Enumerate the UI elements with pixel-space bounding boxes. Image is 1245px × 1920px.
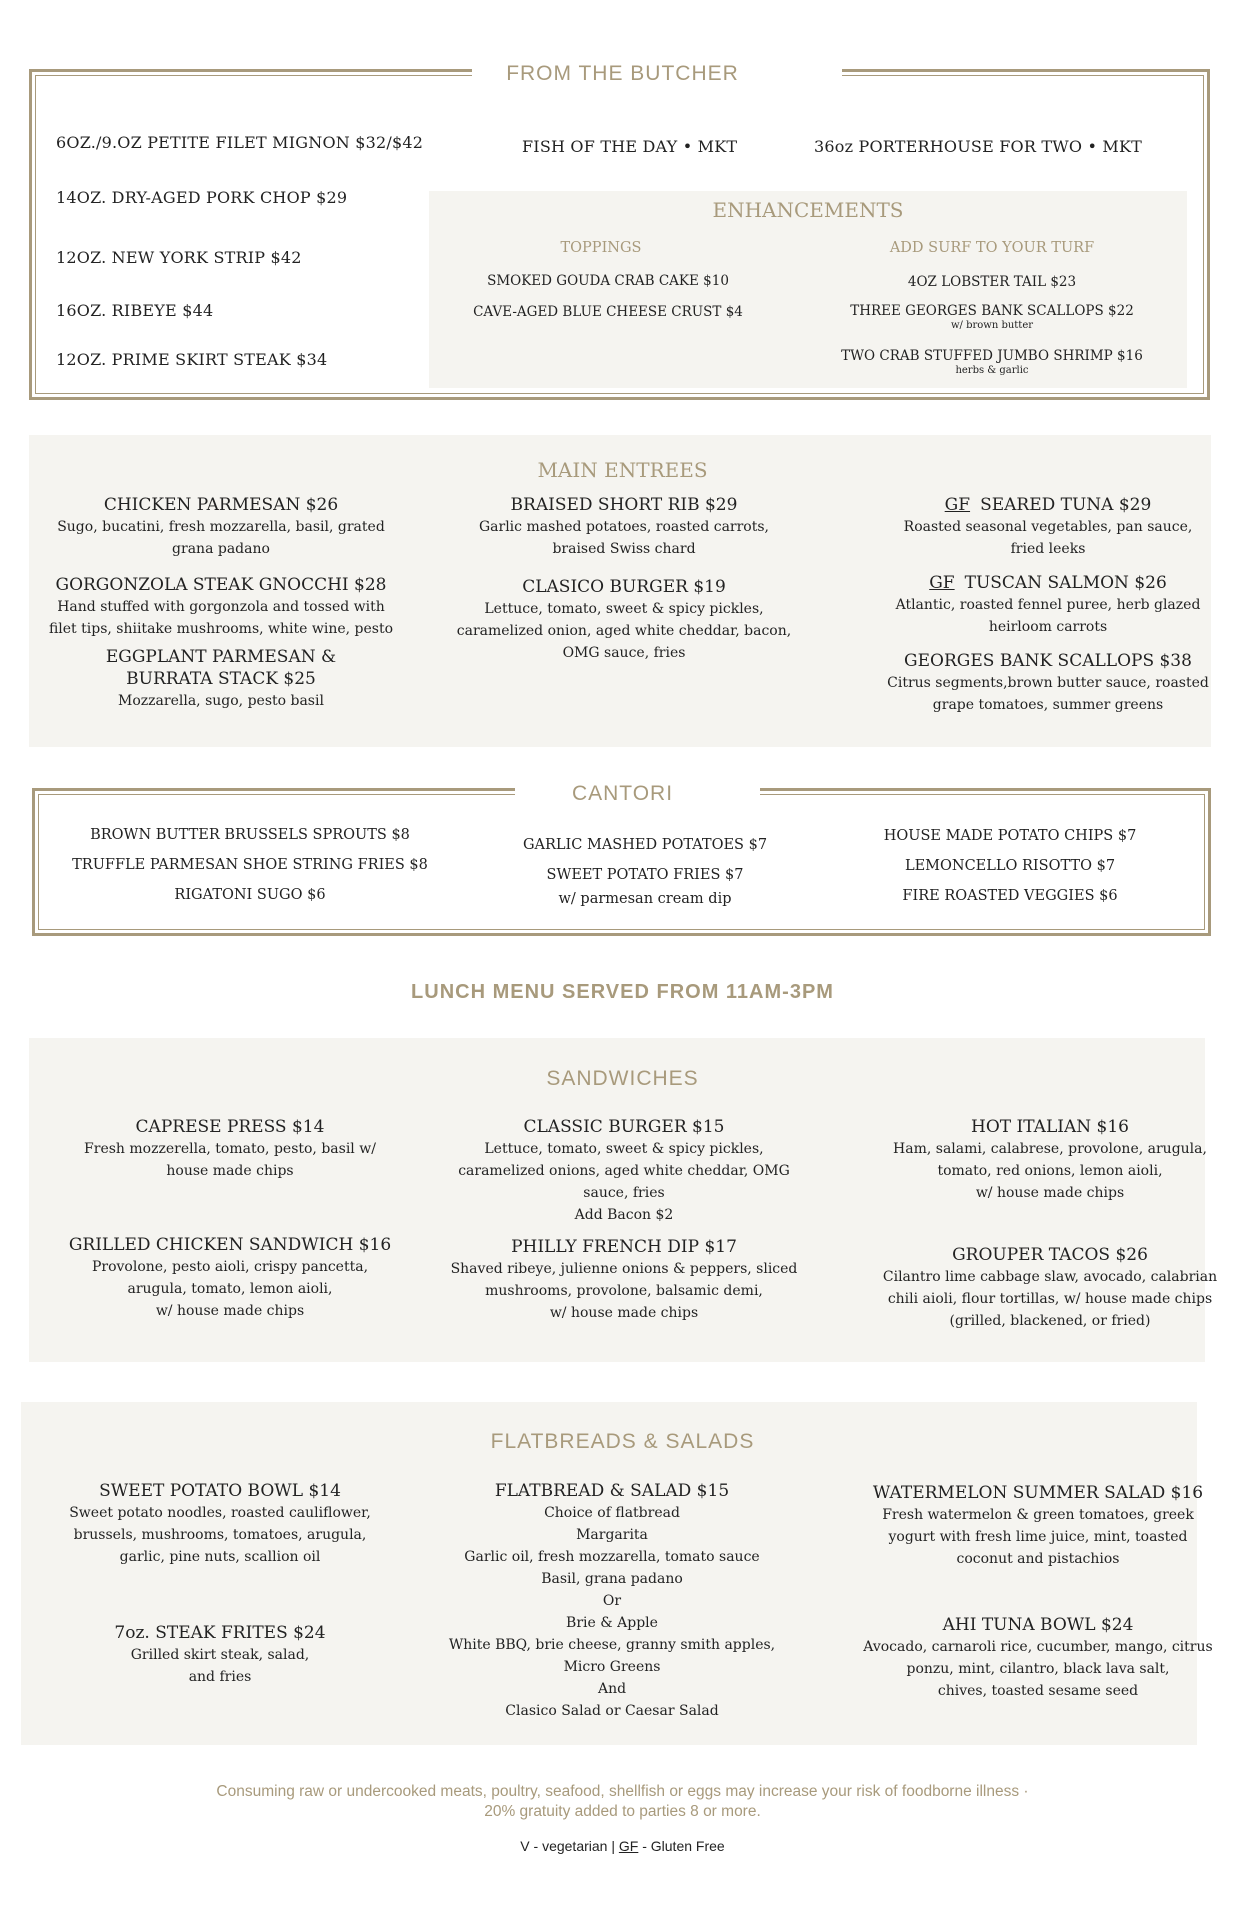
enhancement-item	[850, 303, 1134, 331]
item-description: yogurt with fresh lime juice, mint, toasted	[888, 1529, 1188, 1545]
menu-item	[838, 494, 1245, 560]
item-description: w/ house made chips	[549, 1305, 699, 1321]
item-name	[414, 494, 834, 516]
enhancement-item	[841, 348, 1143, 376]
side-item: HOUSE MADE POTATO CHIPS $7	[883, 828, 1137, 844]
menu-item	[823, 1482, 1245, 1570]
item-description: coconut and pistachios	[956, 1551, 1120, 1567]
item-description: Lettuce, tomato, sweet & spicy pickles,	[484, 601, 764, 617]
entrees-title: MAIN ENTREES	[537, 458, 708, 482]
item-description: Sugo, bucatini, fresh mozzarella, basil, grated	[57, 519, 385, 535]
item-title: TUSCAN SALMON $26	[964, 573, 1167, 593]
menu-item	[409, 1116, 839, 1226]
item-name	[5, 1622, 435, 1644]
item-description: Ham, salami, calabrese, provolone, arugula,	[893, 1141, 1207, 1157]
item-description: and fries	[188, 1669, 252, 1685]
item-name	[5, 1480, 435, 1502]
menu-item	[5, 1480, 435, 1568]
side-item: GARLIC MASHED POTATOES $7	[522, 837, 768, 853]
enhancement-name: TWO CRAB STUFFED JUMBO SHRIMP $16	[841, 348, 1143, 364]
item-name	[823, 1614, 1245, 1636]
flatbreads-title: FLATBREADS & SALADS	[490, 1430, 755, 1453]
item-title: GRILLED CHICKEN SANDWICH $16	[68, 1235, 392, 1255]
item-description: Atlantic, roasted fennel puree, herb glazed	[895, 597, 1201, 613]
item-title: CLASSIC BURGER $15	[523, 1117, 725, 1137]
item-description: Garlic oil, fresh mozzarella, tomato sauce	[464, 1549, 760, 1565]
item-description: sauce, fries	[583, 1185, 665, 1201]
enhancements-title: ENHANCEMENTS	[712, 198, 904, 222]
gluten-free-badge: GF	[929, 573, 955, 593]
item-description: Sweet potato noodles, roasted cauliflower,	[69, 1505, 371, 1521]
item-description: Garlic mashed potatoes, roasted carrots,	[478, 519, 769, 535]
item-description: grana padano	[172, 541, 270, 557]
enhancement-name: 4OZ LOBSTER TAIL $23	[907, 274, 1077, 290]
raw-food-warning: Consuming raw or undercooked meats, poultry, seafood, shellfish or eggs may increase your risk of foodborne illness ·	[216, 1783, 1029, 1800]
menu-column	[409, 1116, 839, 1338]
item-title: AHI TUNA BOWL $24	[942, 1615, 1134, 1635]
side-item: FIRE ROASTED VEGGIES $6	[902, 888, 1118, 904]
item-description: braised Swiss chard	[552, 541, 696, 557]
item-title: CAPRESE PRESS $14	[135, 1117, 325, 1137]
cantori-column	[72, 820, 428, 910]
side-note: w/ parmesan cream dip	[558, 891, 732, 907]
side-item: RIGATONI SUGO $6	[174, 887, 326, 903]
item-description: heirloom carrots	[988, 619, 1108, 635]
item-name	[11, 574, 431, 596]
menu-item: 6OZ./9.OZ PETITE FILET MIGNON $32/$42	[56, 133, 424, 152]
enhancement-item: CAVE-AGED BLUE CHEESE CRUST $4	[473, 304, 743, 320]
item-description: Basil, grana padano	[541, 1571, 683, 1587]
lunch-title: LUNCH MENU SERVED FROM 11AM-3PM	[411, 981, 834, 1003]
menu-item	[835, 1244, 1245, 1332]
item-description: White BBQ, brie cheese, granny smith apples,	[448, 1637, 776, 1653]
item-description: Grilled skirt steak, salad,	[130, 1647, 310, 1663]
gratuity-note: 20% gratuity added to parties 8 or more.	[484, 1803, 761, 1820]
surf-title: ADD SURF TO YOUR TURF	[889, 240, 1095, 256]
item-description: Brie & Apple	[566, 1615, 658, 1631]
menu-item	[15, 1234, 445, 1322]
item-description: Avocado, carnaroli rice, cucumber, mango, citrus	[863, 1639, 1213, 1655]
item-description: Add Bacon $2	[574, 1207, 674, 1223]
enhancement-item	[908, 274, 1076, 290]
item-description: brussels, mushrooms, tomatoes, arugula,	[73, 1527, 367, 1543]
item-name	[11, 646, 431, 668]
menu-item	[838, 572, 1245, 638]
butcher-title: FROM THE BUTCHER	[506, 62, 739, 85]
item-name	[15, 1234, 445, 1256]
vegetarian-legend: V - vegetarian |	[520, 1838, 619, 1854]
item-title: GROUPER TACOS $26	[952, 1245, 1148, 1265]
item-name	[414, 576, 834, 598]
item-title: FLATBREAD & SALAD $15	[494, 1481, 730, 1501]
item-title: 7oz. STEAK FRITES $24	[114, 1623, 326, 1643]
item-description: Or	[602, 1593, 622, 1609]
menu-item: 36oz PORTERHOUSE FOR TWO • MKT	[814, 137, 1143, 156]
item-title: CLASICO BURGER $19	[522, 577, 726, 597]
item-name	[409, 1236, 839, 1258]
item-name	[409, 1116, 839, 1138]
item-description: fried leeks	[1010, 541, 1086, 557]
toppings-title: TOPPINGS	[560, 240, 642, 256]
item-title: WATERMELON SUMMER SALAD $16	[872, 1483, 1204, 1503]
item-description: Citrus segments,brown butter sauce, roasted	[887, 675, 1209, 691]
item-name	[838, 650, 1245, 672]
gluten-free-badge: GF	[944, 495, 971, 515]
menu-item	[823, 1614, 1245, 1702]
item-description: (grilled, blackened, or fried)	[949, 1313, 1151, 1329]
sandwiches-title: SANDWICHES	[546, 1067, 699, 1090]
item-description: Micro Greens	[563, 1659, 661, 1675]
item-name	[823, 1482, 1245, 1504]
menu-item	[11, 494, 431, 560]
item-description: Margarita	[576, 1527, 648, 1543]
item-description: w/ house made chips	[155, 1303, 305, 1319]
item-title: GEORGES BANK SCALLOPS $38	[904, 651, 1192, 671]
menu-item	[5, 1622, 435, 1688]
item-title: SEARED TUNA $29	[980, 495, 1152, 515]
item-description: Lettuce, tomato, sweet & spicy pickles,	[484, 1141, 764, 1157]
menu-item	[11, 574, 431, 640]
gf-legend-text: - Gluten Free	[638, 1838, 725, 1854]
item-name	[835, 1244, 1245, 1266]
gf-legend-mark: GF	[618, 1838, 639, 1854]
item-title: SWEET POTATO BOWL $14	[99, 1481, 341, 1501]
item-description: Provolone, pesto aioli, crispy pancetta,	[91, 1259, 369, 1275]
item-description: house made chips	[166, 1163, 294, 1179]
side-item: LEMONCELLO RISOTTO $7	[904, 858, 1116, 874]
enhancement-note: herbs & garlic	[955, 365, 1029, 376]
enhancement-item: SMOKED GOUDA CRAB CAKE $10	[487, 273, 729, 289]
item-description: And	[597, 1681, 627, 1697]
menu-item: 16OZ. RIBEYE $44	[56, 301, 214, 320]
item-name	[397, 1480, 827, 1502]
cantori-column	[523, 830, 767, 908]
menu-column	[414, 494, 834, 678]
item-title: GORGONZOLA STEAK GNOCCHI $28	[55, 575, 387, 595]
item-description: Clasico Salad or Caesar Salad	[505, 1703, 719, 1719]
item-title: PHILLY FRENCH DIP $17	[511, 1237, 737, 1257]
menu-item	[835, 1116, 1245, 1204]
side-item: BROWN BUTTER BRUSSELS SPROUTS $8	[90, 827, 410, 843]
menu-column	[835, 1116, 1245, 1346]
item-description: OMG sauce, fries	[562, 645, 686, 661]
item-description: chili aioli, flour tortillas, w/ house made chips	[887, 1291, 1213, 1307]
item-name	[838, 494, 1245, 516]
item-description: grape tomatoes, summer greens	[932, 697, 1164, 713]
item-description: caramelized onions, aged white cheddar, OMG	[458, 1163, 790, 1179]
item-name	[15, 1116, 445, 1138]
item-description: ponzu, mint, cilantro, black lava salt,	[906, 1661, 1170, 1677]
item-description: filet tips, shiitake mushrooms, white wine, pesto	[48, 621, 394, 637]
item-description: w/ house made chips	[975, 1185, 1125, 1201]
item-title: HOT ITALIAN $16	[971, 1117, 1129, 1137]
item-description: Roasted seasonal vegetables, pan sauce,	[903, 519, 1193, 535]
item-description: Cilantro lime cabbage slaw, avocado, calabrian	[882, 1269, 1218, 1285]
item-description: Fresh watermelon & green tomatoes, greek	[882, 1507, 1194, 1523]
menu-item	[838, 650, 1245, 716]
menu-item: 12OZ. PRIME SKIRT STEAK $34	[56, 350, 328, 369]
menu-item	[15, 1116, 445, 1182]
diet-legend	[0, 1838, 1245, 1854]
menu-column	[823, 1482, 1245, 1716]
menu-item: 14OZ. DRY-AGED PORK CHOP $29	[56, 188, 348, 207]
item-title: EGGPLANT PARMESAN &	[105, 647, 337, 667]
item-description: caramelized onion, aged white cheddar, bacon,	[456, 623, 792, 639]
item-description: Fresh mozzerella, tomato, pesto, basil w/	[84, 1141, 376, 1157]
menu-item	[397, 1480, 827, 1722]
menu-column	[838, 494, 1245, 730]
item-name	[11, 494, 431, 516]
item-description: Choice of flatbread	[544, 1505, 680, 1521]
item-description: chives, toasted sesame seed	[937, 1683, 1139, 1699]
menu-column	[5, 1480, 435, 1702]
cantori-title: CANTORI	[571, 782, 674, 805]
item-description: arugula, tomato, lemon aioli,	[127, 1281, 333, 1297]
item-description: Hand stuffed with gorgonzola and tossed with	[57, 599, 385, 615]
menu-column	[15, 1116, 445, 1336]
item-name	[835, 1116, 1245, 1138]
side-item: SWEET POTATO FRIES $7	[546, 867, 744, 883]
side-item: TRUFFLE PARMESAN SHOE STRING FRIES $8	[72, 857, 428, 873]
item-description: Shaved ribeye, julienne onions & peppers, sliced	[450, 1261, 798, 1277]
item-title: BRAISED SHORT RIB $29	[510, 495, 738, 515]
enhancement-note: w/ brown butter	[950, 320, 1034, 331]
item-description: tomato, red onions, lemon aioli,	[937, 1163, 1163, 1179]
menu-item	[409, 1236, 839, 1324]
menu-item	[11, 646, 431, 712]
menu-item	[414, 576, 834, 664]
menu-column	[397, 1480, 827, 1722]
item-description: mushrooms, provolone, balsamic demi,	[485, 1283, 763, 1299]
menu-item: 12OZ. NEW YORK STRIP $42	[56, 248, 302, 267]
item-name	[838, 572, 1245, 594]
cantori-column	[884, 821, 1137, 911]
menu-column	[11, 494, 431, 726]
item-description: Mozzarella, sugo, pesto basil	[118, 693, 324, 709]
enhancement-name: THREE GEORGES BANK SCALLOPS $22	[850, 303, 1134, 319]
menu-item: FISH OF THE DAY • MKT	[522, 137, 738, 156]
item-name-line2: BURRATA STACK $25	[126, 669, 316, 689]
item-description: garlic, pine nuts, scallion oil	[119, 1549, 321, 1565]
menu-item	[414, 494, 834, 560]
item-title: CHICKEN PARMESAN $26	[103, 495, 339, 515]
